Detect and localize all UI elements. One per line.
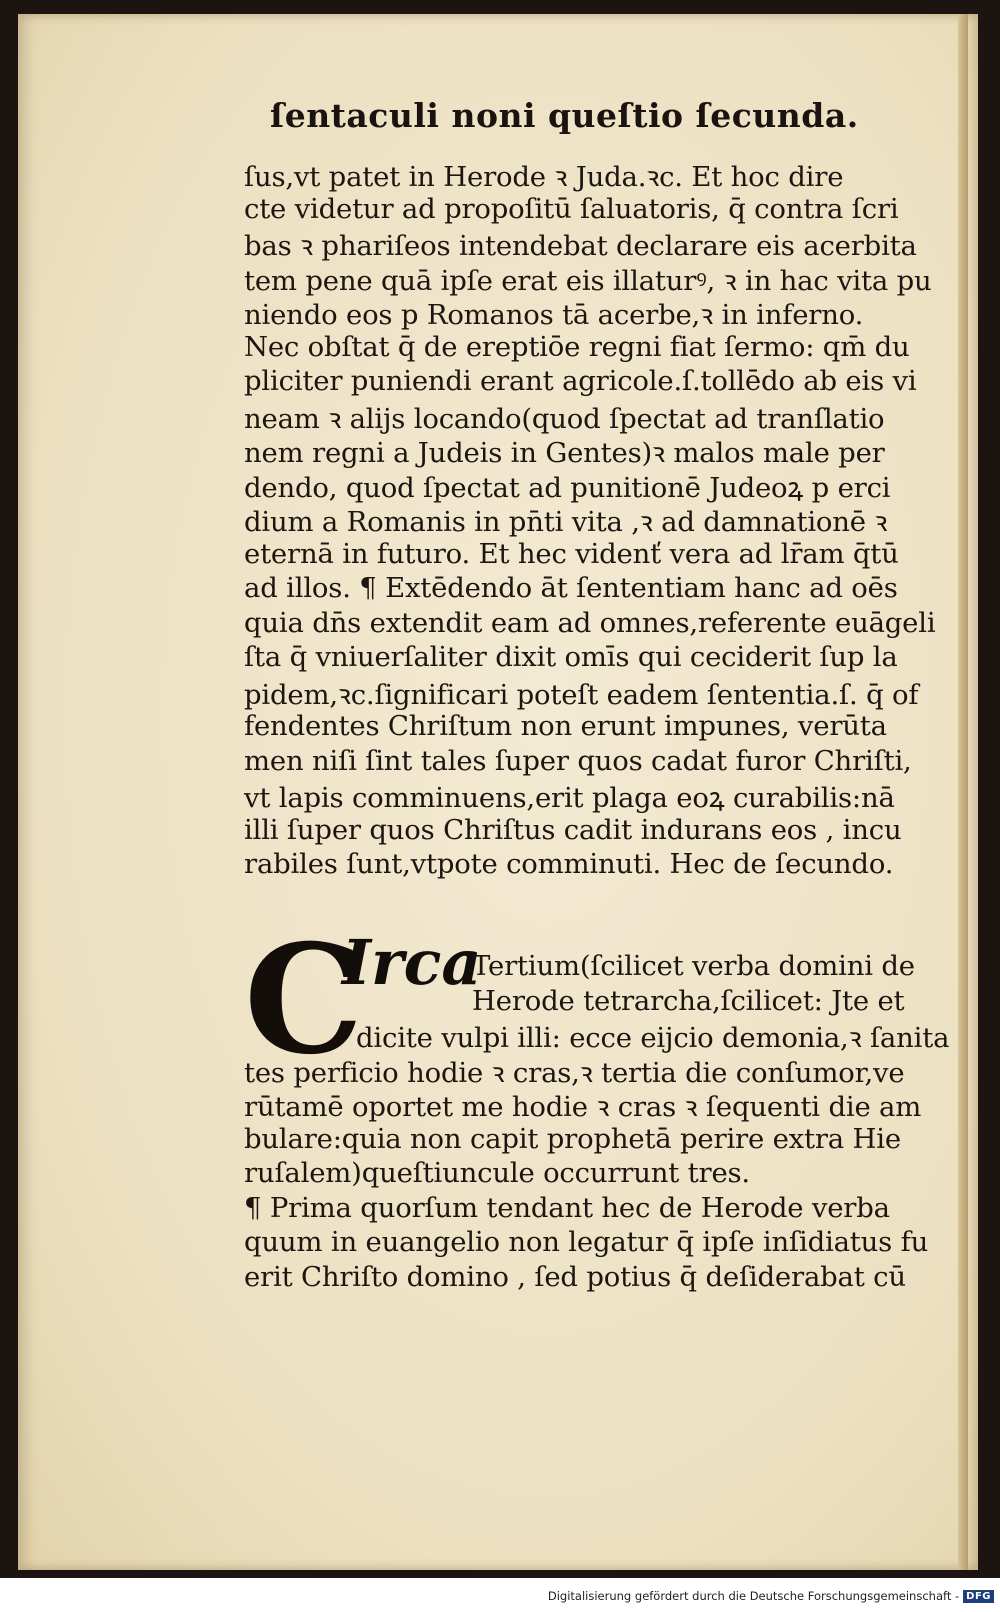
text-line: erit Chriſto domino , ſed potius q̄ deſiderabat cū bbox=[244, 1260, 906, 1293]
text-line: rabiles ſunt,vtpote comminuti. Hec de ſecundo. bbox=[244, 848, 894, 880]
text-line: Tertium(ſcilicet verba domini de bbox=[472, 950, 915, 982]
running-head: ſentaculi noni queſtio ſecunda. bbox=[270, 96, 859, 135]
text-line: ſus,vt patet in Herode ꝛ Juda.ꝛc. Et hoc dire bbox=[244, 161, 844, 193]
text-line: rūtamē oportet me hodie ꝛ cras ꝛ ſequenti die am bbox=[244, 1091, 922, 1123]
text-line: vt lapis comminuens,erit plaga eoꝝ curabilis:nā bbox=[244, 782, 895, 814]
text-line: Nec obſtat q̄ de ereptiōe regni fiat ſermo: qm̄ du bbox=[244, 330, 910, 363]
text-line: pliciter puniendi erant agricole.ſ.tollēdo ab eis vi bbox=[244, 365, 917, 397]
text-line: niendo eos p Romanos tā acerbe,ꝛ in inferno. bbox=[244, 299, 864, 331]
text-line: quia dn̄s extendit eam ad omnes,referente euāgeli bbox=[244, 606, 936, 639]
text-line: quum in euangelio non legatur q̄ ipſe inſidiatus fu bbox=[244, 1226, 929, 1258]
text-line: ſta q̄ vniuerſaliter dixit omīs qui ceciderit ſup la bbox=[244, 641, 898, 673]
text-line: dendo, quod ſpectat ad punitionē Judeoꝝ p erci bbox=[244, 471, 891, 504]
text-line: men niſi ſint tales ſuper quos cadat furor Chriſti, bbox=[244, 744, 912, 777]
text-line: dium a Romanis in pn̄ti vita ,ꝛ ad damnationē ꝛ bbox=[244, 506, 888, 538]
text-line: tem pene quā ipſe erat eis illaturꝰ, ꝛ in hac vita pu bbox=[244, 264, 932, 297]
initial-word: Irca bbox=[342, 926, 482, 999]
text-line: cte videtur ad propoſitū ſaluatoris, q̄ contra ſcri bbox=[244, 192, 899, 225]
text-line: ruſalem)queſtiuncule occurrunt tres. bbox=[244, 1157, 750, 1189]
text-line: Herode tetrarcha,ſcilicet: Jte et bbox=[472, 984, 905, 1017]
text-line: eternā in futuro. Et hec videnť vera ad lr̄am q̄tū bbox=[244, 537, 899, 570]
section-block bbox=[244, 1054, 944, 1314]
text-block bbox=[244, 158, 944, 898]
drop-cap-initial: C bbox=[244, 912, 364, 1088]
text-line: dicite vulpi illi: ecce eijcio demonia,ꝛ ſanita bbox=[356, 1022, 950, 1054]
footer-credit bbox=[548, 1586, 994, 1606]
text-line: illi ſuper quos Chriſtus cadit indurans eos , incu bbox=[244, 813, 902, 846]
text-line: pidem,ꝛc.ſignificari poteſt eadem ſententia.ſ. q̄ of bbox=[244, 678, 919, 711]
page-edge bbox=[958, 14, 968, 1570]
dfg-logo: DFG bbox=[963, 1590, 994, 1603]
text-line: neam ꝛ alijs locando(quod ſpectat ad tranſlatio bbox=[244, 402, 885, 435]
text-line: bas ꝛ phariſeos intendebat declarare eis acerbita bbox=[244, 230, 917, 262]
text-line: ¶ Prima quorſum tendant hec de Herode verba bbox=[244, 1191, 890, 1224]
text-line: bulare:quia non capit prophetā perire extra Hie bbox=[244, 1122, 901, 1155]
footer-text: Digitalisierung gefördert durch die Deutsche Forschungsgemeinschaft - bbox=[547, 1589, 960, 1603]
text-line: ad illos. ¶ Extēdendo āt ſententiam hanc ad oēs bbox=[244, 572, 898, 604]
text-line: fendentes Chriſtum non erunt impunes, verūta bbox=[244, 710, 887, 742]
text-line: tes perficio hodie ꝛ cras,ꝛ tertia die conſumor,ve bbox=[244, 1056, 905, 1089]
text-line: nem regni a Judeis in Gentes)ꝛ malos male per bbox=[244, 437, 885, 469]
